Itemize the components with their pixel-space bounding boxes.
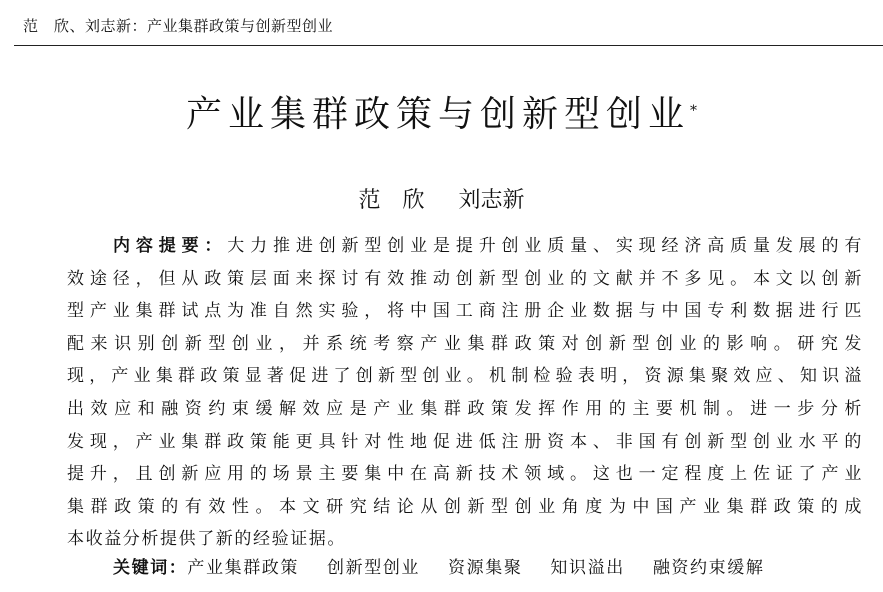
keyword-item: 资源集聚 bbox=[448, 558, 523, 578]
abstract-line: 出效应和融资约束缓解效应是产业集群政策发挥作用的主要机制。进一步分析 bbox=[67, 398, 863, 419]
abstract-line: 型产业集群试点为准自然实验，将中国工商注册企业数据与中国专利数据进行匹 bbox=[67, 301, 863, 322]
author-name: 刘志新 bbox=[458, 188, 525, 213]
abstract-line: 本收益分析提供了新的经验证据。 bbox=[67, 529, 346, 550]
abstract-line: 现，产业集群政策显著促进了创新型创业。机制检验表明，资源集聚效应、知识溢 bbox=[67, 366, 863, 387]
title-footnote-mark: * bbox=[690, 103, 697, 119]
keywords bbox=[113, 552, 873, 584]
abstract-line: 效途径，但从政策层面来探讨有效推动创新型创业的文献并不多见。本文以创新 bbox=[67, 268, 863, 289]
title-text: 产业集群政策与创新型创业 bbox=[185, 94, 690, 135]
abstract-label: 内容提要： bbox=[113, 236, 228, 256]
header-divider bbox=[14, 45, 883, 46]
keyword-item: 创新型创业 bbox=[327, 558, 421, 578]
abstract-line bbox=[67, 230, 863, 263]
abstract bbox=[67, 230, 863, 556]
keyword-item: 知识溢出 bbox=[550, 558, 625, 578]
running-header: 范 欣、刘志新：产业集群政策与创新型创业 bbox=[23, 17, 334, 35]
abstract-line: 集群政策的有效性。本文研究结论从创新型创业角度为中国产业集群政策的成 bbox=[67, 496, 863, 517]
keywords-label: 关键词： bbox=[113, 558, 188, 578]
author-list bbox=[0, 184, 883, 218]
author-name: 范 欣 bbox=[358, 188, 425, 213]
abstract-text: 大力推进创新型创业是提升创业质量、实现经济高质量发展的有 bbox=[227, 236, 863, 256]
keyword-item: 融资约束缓解 bbox=[652, 558, 765, 578]
abstract-line: 提升，且创新应用的场景主要集中在高新技术领域。这也一定程度上佐证了产业 bbox=[67, 464, 863, 485]
abstract-line: 配来识别创新型创业，并系统考察产业集群政策对创新型创业的影响。研究发 bbox=[67, 333, 863, 354]
keyword-item: 产业集群政策 bbox=[187, 558, 300, 578]
abstract-line: 发现，产业集群政策能更具针对性地促进低注册资本、非国有创新型创业水平的 bbox=[67, 431, 863, 452]
article-title bbox=[0, 88, 883, 142]
